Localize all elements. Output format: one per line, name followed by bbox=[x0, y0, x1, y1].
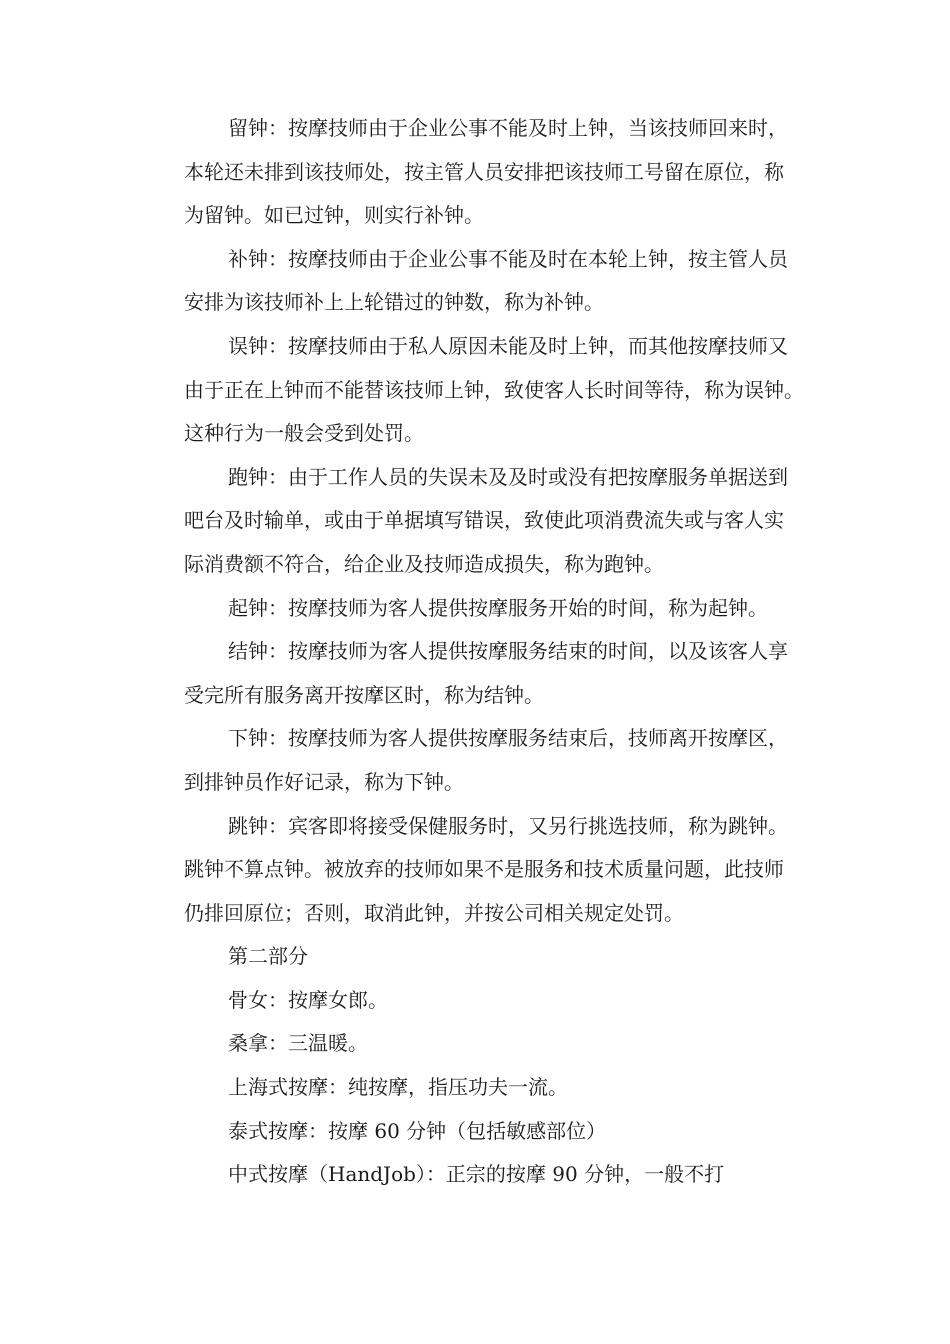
text-line: 吧台及时输单，或由于单据填写错误，致使此项消费流失或与客人实 bbox=[184, 508, 784, 533]
text-line: 受完所有服务离开按摩区时，称为结钟。 bbox=[184, 682, 544, 707]
paragraph-chinese-massage bbox=[140, 1153, 812, 1197]
text-line: 为留钟。如已过钟，则实行补钟。 bbox=[184, 203, 484, 228]
paragraph-liuzhong bbox=[140, 107, 812, 238]
text-line: 上海式按摩：纯按摩，指压功夫一流。 bbox=[228, 1075, 568, 1100]
paragraph-paozhong bbox=[140, 456, 812, 587]
text-line: 本轮还未排到该技师处，按主管人员安排把该技师工号留在原位，称 bbox=[184, 159, 784, 184]
paragraph-xiazhong bbox=[140, 717, 812, 804]
text-line: 补钟：按摩技师由于企业公事不能及时在本轮上钟，按主管人员 bbox=[228, 246, 788, 271]
text-line: 到排钟员作好记录，称为下钟。 bbox=[184, 769, 464, 794]
paragraph-tiaozhong bbox=[140, 805, 812, 936]
paragraph-qizhong bbox=[140, 587, 812, 631]
text-line: 泰式按摩：按摩 60 分钟（包括敏感部位） bbox=[228, 1118, 607, 1143]
text-line: 下钟：按摩技师为客人提供按摩服务结束后，技师离开按摩区， bbox=[228, 726, 788, 751]
text-line: 由于正在上钟而不能替该技师上钟，致使客人长时间等待，称为误钟。 bbox=[184, 377, 804, 402]
paragraph-sangna bbox=[140, 1022, 812, 1066]
text-line: 中式按摩（HandJob）：正宗的按摩 90 分钟，一般不打 bbox=[228, 1162, 725, 1187]
paragraph-buzhong bbox=[140, 238, 812, 325]
text-line: 跳钟：宾客即将接受保健服务时，又另行挑选技师，称为跳钟。 bbox=[228, 813, 788, 838]
text-line: 这种行为一般会受到处罚。 bbox=[184, 421, 424, 446]
document-body bbox=[140, 107, 812, 1197]
text-line: 跑钟：由于工作人员的失误未及及时或没有把按摩服务单据送到 bbox=[228, 464, 788, 489]
text-line: 留钟：按摩技师由于企业公事不能及时上钟，当该技师回来时， bbox=[228, 116, 788, 140]
text-line: 际消费额不符合，给企业及技师造成损失，称为跑钟。 bbox=[184, 551, 664, 576]
text-line: 桑拿：三温暖。 bbox=[228, 1031, 368, 1056]
section-heading-part-two bbox=[140, 935, 812, 979]
text-line: 仍排回原位；否则，取消此钟，并按公司相关规定处罚。 bbox=[184, 900, 684, 925]
text-line: 误钟：按摩技师由于私人原因未能及时上钟，而其他按摩技师又 bbox=[228, 333, 788, 358]
text-line: 起钟：按摩技师为客人提供按摩服务开始的时间，称为起钟。 bbox=[228, 595, 768, 620]
paragraph-shanghai-massage bbox=[140, 1066, 812, 1110]
paragraph-thai-massage bbox=[140, 1110, 812, 1154]
text-line: 安排为该技师补上上轮错过的钟数，称为补钟。 bbox=[184, 290, 604, 315]
text-line: 第二部分 bbox=[228, 944, 308, 969]
text-line: 结钟：按摩技师为客人提供按摩服务结束的时间，以及该客人享 bbox=[228, 639, 788, 664]
paragraph-gunv bbox=[140, 979, 812, 1023]
text-line: 骨女：按摩女郎。 bbox=[228, 987, 388, 1012]
paragraph-wuzhong bbox=[140, 325, 812, 456]
text-line: 跳钟不算点钟。被放弃的技师如果不是服务和技术质量问题，此技师 bbox=[184, 857, 784, 882]
paragraph-jiezhong bbox=[140, 630, 812, 717]
